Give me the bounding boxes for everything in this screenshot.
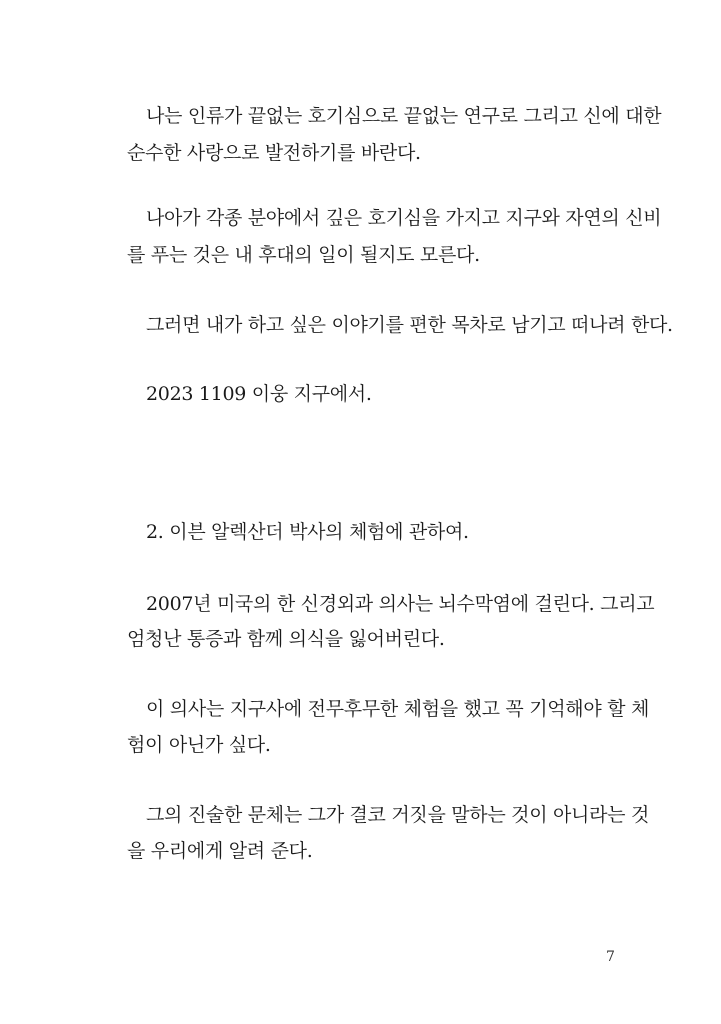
paragraph-line: 2007년 미국의 한 신경외과 의사는 뇌수막염에 걸린다. 그리고 [146,593,655,615]
paragraph-line: 순수한 사랑으로 발전하기를 바란다. [127,142,421,164]
paragraph-line: 를 푸는 것은 내 후대의 일이 될지도 모른다. [127,244,480,266]
paragraph-line: 그의 진술한 문체는 그가 결코 거짓을 말하는 것이 아니라는 것 [146,804,650,826]
paragraph-line: 을 우리에게 알려 준다. [127,840,313,862]
paragraph-line: 이 의사는 지구사에 전무후무한 체험을 했고 꼭 기억해야 할 체 [146,698,650,720]
paragraph-line: 나아가 각종 분야에서 깊은 호기심을 가지고 지구와 자연의 신비 [146,207,662,229]
paragraph-line: 엄청난 통증과 함께 의식을 잃어버린다. [127,628,445,650]
paragraph-line: 그러면 내가 하고 싶은 이야기를 편한 목차로 남기고 떠나려 한다. [146,314,673,336]
section-heading: 2. 이븐 알렉산더 박사의 체험에 관하여. [146,521,469,543]
paragraph-line: 험이 아닌가 싶다. [127,734,271,756]
paragraph-line: 나는 인류가 끝없는 호기심으로 끝없는 연구로 그리고 신에 대한 [146,105,662,127]
signature-line: 2023 1109 이웅 지구에서. [146,383,372,405]
page-number: 7 [606,949,615,965]
